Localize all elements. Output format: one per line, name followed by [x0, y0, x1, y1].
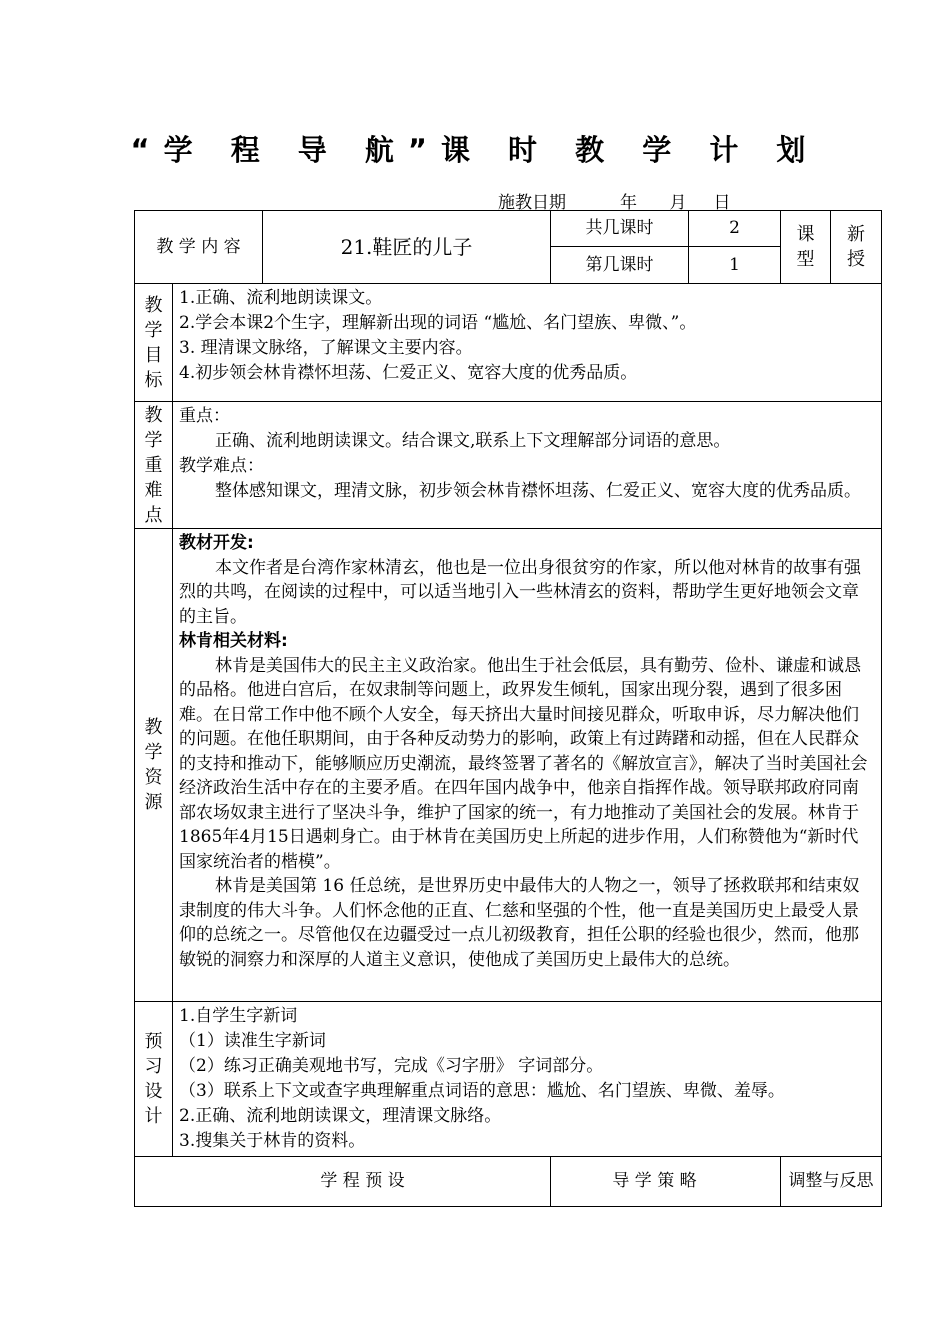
footer-col-3: 调整与反思	[781, 1157, 882, 1207]
current-hour-value: 1	[689, 247, 781, 284]
teaching-date-line: 施教日期 年 月 日	[498, 193, 731, 213]
resources-heading-1: 教材开发:	[179, 533, 254, 553]
preview-line: （3）联系上下文或查字典理解重点词语的意思：尴尬、名门望族、卑微、羞辱。	[179, 1081, 785, 1101]
total-hours-label: 共几课时	[551, 211, 689, 247]
resources-content	[173, 529, 882, 1002]
preview-content	[173, 1002, 882, 1157]
preview-line: （2）练习正确美观地书写，完成《习字册》 字词部分。	[179, 1056, 604, 1076]
preview-line: 3.搜集关于林肯的资料。	[179, 1131, 366, 1151]
lesson-title-cell	[263, 211, 551, 284]
type-label-1: 课	[796, 224, 815, 245]
type-label-cell	[781, 211, 831, 284]
type-value-1: 新	[847, 224, 865, 245]
lesson-plan-table	[134, 210, 881, 1207]
type-value-cell	[831, 211, 882, 284]
objective-line: 4.初步领会林肯襟怀坦荡、仁爱正义、宽容大度的优秀品质。	[179, 363, 638, 383]
resources-heading-2: 林肯相关材料:	[179, 631, 288, 651]
key-points-label: 教 学 重 难 点	[135, 402, 173, 529]
difficult-text: 整体感知课文，理清文脉，初步领会林肯襟怀坦荡、仁爱正义、宽容大度的优秀品质。	[215, 481, 861, 501]
footer-col-1: 学 程 预 设	[135, 1157, 551, 1207]
key-points-content	[173, 402, 882, 529]
page-title: “学 程 导 航”课 时 教 学 计 划	[130, 133, 820, 167]
preview-label: 预 习 设 计	[135, 1002, 173, 1157]
key-text: 正确、流利地朗读课文。结合课文,联系上下文理解部分词语的意思。	[215, 431, 731, 451]
preview-line: 2.正确、流利地朗读课文，理清课文脉络。	[179, 1106, 502, 1126]
objective-line: 1.正确、流利地朗读课文。	[179, 288, 383, 308]
difficult-heading: 教学难点：	[179, 456, 264, 476]
resources-paragraph: 林肯是美国第 16 任总统，是世界历史中最伟大的人物之一，领导了拯救联邦和结束奴隶制度的伟大斗争。人们怀念他的正直、仁慈和坚强的个性，他一直是美国历史上最受人景仰的总统之一。尽管他仅在边疆受过一点儿初级教育，担任公职的经验也很少，然而，他那敏锐的洞察力和深厚的人道主义意识，使他成了美国历史上最伟大的总统。	[179, 876, 860, 970]
resources-label: 教 学 资 源	[135, 529, 173, 1002]
objective-line: 2.学会本课2个生字，理解新出现的词语 “尴尬、名门望族、卑微、”。	[179, 313, 697, 333]
footer-col-2: 导 学 策 略	[551, 1157, 781, 1207]
type-value-2: 授	[847, 249, 865, 270]
type-label-2: 型	[796, 249, 815, 270]
objectives-content	[173, 284, 882, 402]
current-hour-label: 第几课时	[551, 247, 689, 284]
total-hours-value: 2	[689, 211, 781, 247]
content-label-cell	[135, 211, 263, 284]
key-heading: 重点：	[179, 406, 230, 426]
resources-paragraph: 林肯是美国伟大的民主主义政治家。他出生于社会低层，具有勤劳、俭朴、谦虚和诚恳的品格。他进白宫后，在奴隶制等问题上，政界发生倾轧，国家出现分裂，遇到了很多困难。在日常工作中他不顾个人安全，每天挤出大量时间接见群众，听取申诉，尽力解决他们的问题。在他任职期间，由于各种反动势力的影响，政策上有过踌躇和动摇，但在人民群众的支持和推动下，能够顺应历史潮流，最终签署了著名的《解放宣言》，解决了当时美国社会经济政治生活中存在的主要矛盾。在四年国内战争中，他亲自指挥作战。领导联邦政府同南部农场奴隶主进行了坚决斗争，维护了国家的统一，有力地推动了美国社会的发展。林肯于1865年4月15日遇刺身亡。由于林肯在美国历史上所起的进步作用，人们称赞他为“新时代国家统治者的楷模”。	[179, 655, 868, 872]
lesson-title: 21.鞋匠的儿子	[340, 234, 473, 259]
resources-paragraph: 本文作者是台湾作家林清玄，他也是一位出身很贫穷的作家，所以他对林肯的故事有强烈的共鸣，在阅读的过程中，可以适当地引入一些林清玄的资料，帮助学生更好地领会文章的主旨。	[179, 557, 861, 627]
objectives-label: 教 学 目 标	[135, 284, 173, 402]
content-label: 教 学 内 容	[156, 236, 241, 257]
objective-line: 3. 理清课文脉络，了解课文主要内容。	[179, 338, 473, 358]
preview-line: 1.自学生字新词	[179, 1006, 298, 1026]
preview-line: （1）读准生字新词	[179, 1031, 326, 1051]
